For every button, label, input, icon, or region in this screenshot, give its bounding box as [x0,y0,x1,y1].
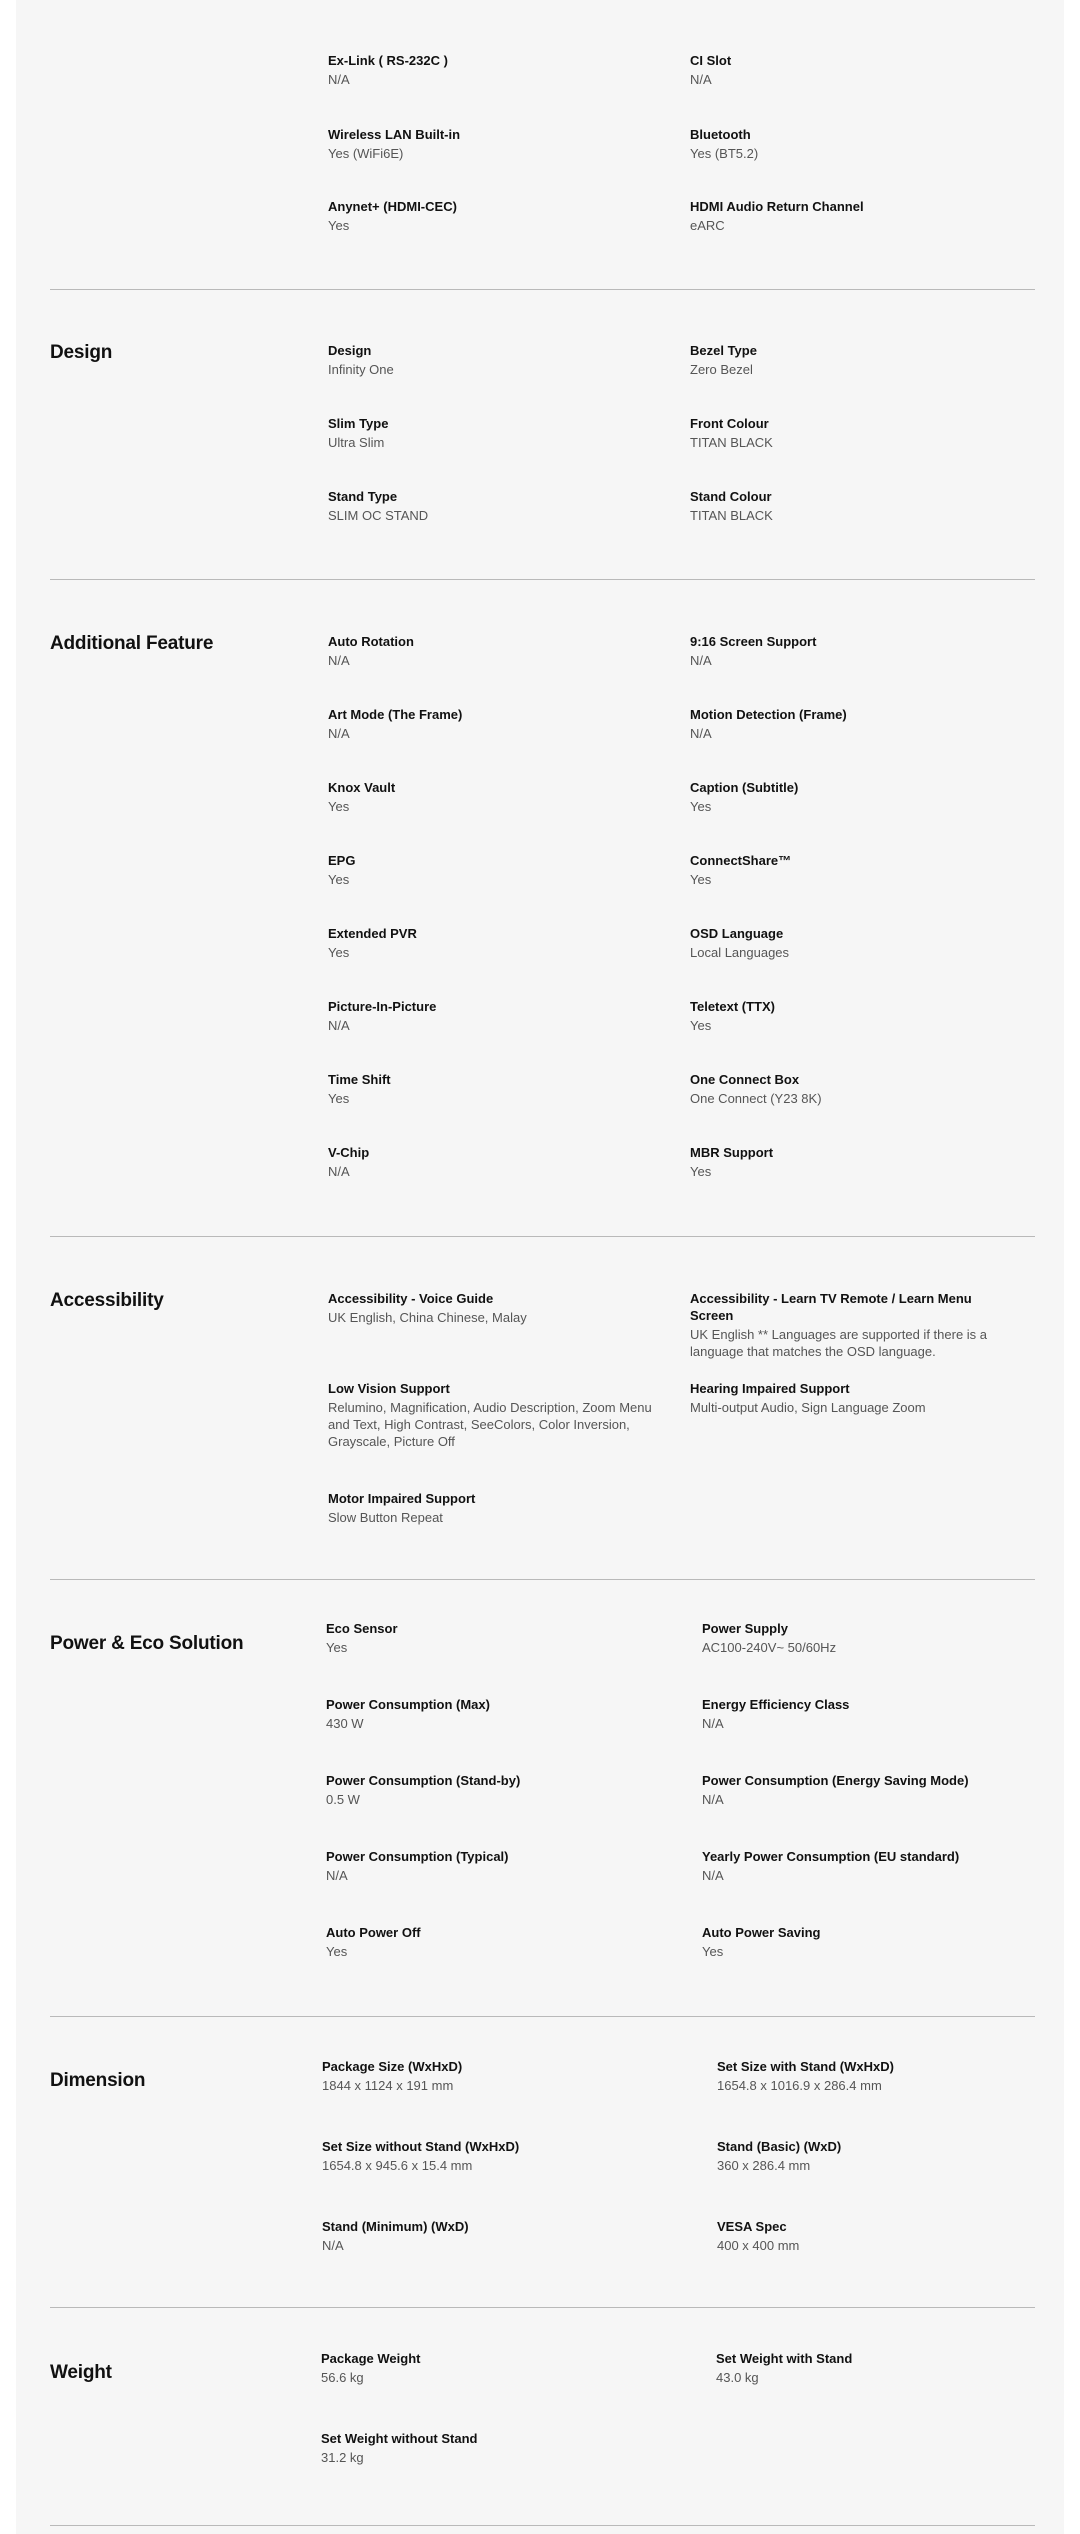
spec-voice-guide [328,1290,668,1326]
spec-value: Yes [690,799,712,814]
spec-value: SLIM OC STAND [328,508,429,523]
spec-ci-slot [690,52,1030,88]
spec-label: HDMI Audio Return Channel [690,199,864,214]
spec-design [328,342,668,378]
section-divider [50,1236,1035,1237]
spec-power-typical [326,1848,666,1884]
spec-label: Knox Vault [328,780,396,795]
spec-value: N/A [690,653,712,668]
spec-value: N/A [690,726,712,741]
spec-label: Motor Impaired Support [328,1491,476,1506]
spec-value: 0.5 W [326,1792,360,1807]
section-divider [50,2307,1035,2308]
spec-label: Auto Power Saving [702,1925,821,1940]
spec-label: Energy Efficiency Class [702,1697,850,1712]
spec-label: Accessibility - Voice Guide [328,1291,494,1306]
spec-label: Stand (Basic) (WxD) [717,2139,842,2154]
spec-auto-power-off [326,1924,666,1960]
spec-value: 31.2 kg [321,2450,364,2465]
spec-value: Yes [690,1164,712,1179]
spec-label: Set Size with Stand (WxHxD) [717,2059,894,2074]
section-title-dimension: Dimension [50,2070,146,2091]
spec-value: Yes [690,872,712,887]
section-divider [50,1579,1035,1580]
section-divider [50,2525,1035,2526]
section-title-design: Design [50,342,113,363]
spec-value: Infinity One [328,362,394,377]
spec-hdmi-arc [690,198,1030,234]
spec-value: Yes [328,799,350,814]
spec-value: N/A [328,726,350,741]
section-divider [50,289,1035,290]
spec-stand-type [328,488,668,524]
spec-yearly-power [702,1848,1042,1884]
spec-osd-language [690,925,1030,961]
spec-label: Motion Detection (Frame) [690,707,847,722]
spec-power-supply [702,1620,1042,1656]
spec-value: 360 x 286.4 mm [717,2158,811,2173]
spec-caption [690,779,1030,815]
spec-value: N/A [326,1868,348,1883]
spec-label: Hearing Impaired Support [690,1381,850,1396]
spec-auto-power-saving [702,1924,1042,1960]
spec-value: N/A [328,1164,350,1179]
spec-value: Yes [690,1018,712,1033]
spec-label: Power Consumption (Typical) [326,1849,509,1864]
spec-label: Slim Type [328,416,389,431]
spec-label: Eco Sensor [326,1621,398,1636]
spec-label: Art Mode (The Frame) [328,707,463,722]
spec-value: Local Languages [690,945,790,960]
spec-label: Design [328,343,372,358]
spec-bezel-type [690,342,1030,378]
spec-label: Set Size without Stand (WxHxD) [322,2139,520,2154]
spec-teletext [690,998,1030,1034]
spec-art-mode [328,706,668,742]
spec-label: One Connect Box [690,1072,800,1087]
spec-power-standby [326,1772,666,1808]
spec-hearing-impaired [690,1380,1030,1416]
spec-set-weight-with-stand [716,2350,1056,2386]
spec-label: Picture-In-Picture [328,999,437,1014]
spec-label: Auto Rotation [328,634,414,649]
spec-vesa [717,2218,1057,2254]
spec-label: VESA Spec [717,2219,787,2234]
spec-slim-type [328,415,668,451]
spec-knox-vault [328,779,668,815]
spec-label: Auto Power Off [326,1925,421,1940]
spec-stand-basic [717,2138,1057,2174]
spec-ex-link [328,52,668,88]
spec-value: Yes [328,218,350,233]
spec-value: N/A [702,1716,724,1731]
spec-value: Slow Button Repeat [328,1510,443,1525]
spec-value: TITAN BLACK [690,508,773,523]
spec-epg [328,852,668,888]
spec-page [16,0,1064,2534]
spec-label: Ex-Link ( RS-232C ) [328,53,448,68]
spec-label: Package Size (WxHxD) [322,2059,463,2074]
spec-label: Set Weight without Stand [321,2431,478,2446]
spec-label: Time Shift [328,1072,391,1087]
spec-label: Power Consumption (Stand-by) [326,1773,521,1788]
spec-value: Yes [328,1091,350,1106]
spec-one-connect-box [690,1071,1030,1107]
spec-value: Relumino, Magnification, Audio Description, Zoom Menu and Text, High Contrast, SeeColors, Color Inversion, Grayscale, Picture Off [328,1400,652,1449]
section-divider [50,579,1035,580]
spec-wireless-lan [328,126,668,162]
spec-auto-rotation [328,633,668,669]
spec-value: Yes [326,1944,348,1959]
spec-value: Yes (BT5.2) [690,146,759,161]
spec-value: Ultra Slim [328,435,385,450]
spec-label: Teletext (TTX) [690,999,775,1014]
spec-eco-sensor [326,1620,666,1656]
spec-extended-pvr [328,925,668,961]
spec-motor-impaired [328,1490,668,1526]
spec-value: UK English, China Chinese, Malay [328,1310,527,1325]
spec-value: 430 W [326,1716,364,1731]
spec-value: N/A [328,653,350,668]
spec-picture-in-picture [328,998,668,1034]
spec-label: V-Chip [328,1145,370,1160]
section-title-accessibility: Accessibility [50,1290,164,1311]
spec-value: 400 x 400 mm [717,2238,800,2253]
spec-front-colour [690,415,1030,451]
spec-label: Stand Type [328,489,398,504]
spec-label: Low Vision Support [328,1381,450,1396]
spec-label: Package Weight [321,2351,421,2366]
spec-package-weight [321,2350,661,2386]
spec-stand-minimum [322,2218,662,2254]
spec-v-chip [328,1144,668,1180]
spec-value: N/A [702,1792,724,1807]
spec-value: One Connect (Y23 8K) [690,1091,822,1106]
spec-label: Anynet+ (HDMI-CEC) [328,199,457,214]
spec-label: Caption (Subtitle) [690,780,799,795]
spec-set-size-with-stand [717,2058,1057,2094]
spec-value: 1844 x 1124 x 191 mm [322,2078,454,2093]
spec-label: 9:16 Screen Support [690,634,817,649]
spec-bluetooth [690,126,1030,162]
spec-label: Set Weight with Stand [716,2351,853,2366]
spec-value: N/A [328,1018,350,1033]
spec-label: Accessibility - Learn TV Remote / Learn Menu Screen [690,1291,972,1323]
spec-label: ConnectShare™ [690,853,792,868]
spec-anynet [328,198,668,234]
spec-label: Power Consumption (Max) [326,1697,490,1712]
spec-value: N/A [690,72,712,87]
spec-value: 1654.8 x 1016.9 x 286.4 mm [717,2078,882,2093]
spec-value: Multi-output Audio, Sign Language Zoom [690,1400,926,1415]
spec-value: N/A [322,2238,344,2253]
spec-label: EPG [328,853,356,868]
section-divider [50,2016,1035,2017]
spec-label: Stand Colour [690,489,772,504]
spec-power-saving-mode [702,1772,1042,1808]
spec-time-shift [328,1071,668,1107]
spec-set-weight-without-stand [321,2430,661,2466]
spec-label: Front Colour [690,416,769,431]
spec-label: Stand (Minimum) (WxD) [322,2219,469,2234]
spec-value: AC100-240V~ 50/60Hz [702,1640,837,1655]
spec-label: Power Consumption (Energy Saving Mode) [702,1773,969,1788]
spec-value: 43.0 kg [716,2370,759,2385]
spec-label: OSD Language [690,926,784,941]
spec-value: Yes [328,872,350,887]
spec-stand-colour [690,488,1030,524]
spec-motion-detection [690,706,1030,742]
spec-mbr-support [690,1144,1030,1180]
spec-package-size [322,2058,662,2094]
spec-value: Yes (WiFi6E) [328,146,404,161]
spec-value: N/A [328,72,350,87]
spec-label: Bluetooth [690,127,751,142]
spec-set-size-without-stand [322,2138,662,2174]
spec-energy-class [702,1696,1042,1732]
spec-power-max [326,1696,666,1732]
spec-value: Zero Bezel [690,362,753,377]
spec-label: Bezel Type [690,343,757,358]
spec-label: MBR Support [690,1145,774,1160]
spec-9-16-screen [690,633,1030,669]
spec-value: eARC [690,218,725,233]
spec-connectshare [690,852,1030,888]
spec-low-vision [328,1380,658,1450]
spec-label: Extended PVR [328,926,417,941]
spec-label: Yearly Power Consumption (EU standard) [702,1849,960,1864]
spec-value: Yes [326,1640,348,1655]
spec-value: Yes [328,945,350,960]
spec-value: 56.6 kg [321,2370,364,2385]
section-title-weight: Weight [50,2362,112,2383]
spec-value: N/A [702,1868,724,1883]
spec-label: CI Slot [690,53,732,68]
spec-value: TITAN BLACK [690,435,773,450]
spec-value: 1654.8 x 945.6 x 15.4 mm [322,2158,473,2173]
spec-value: Yes [702,1944,724,1959]
spec-learn-tv-remote [690,1290,1010,1360]
spec-label: Wireless LAN Built-in [328,127,461,142]
spec-label: Power Supply [702,1621,788,1636]
spec-value: UK English ** Languages are supported if there is a language that matches the OSD language. [690,1327,988,1359]
section-title-additional-feature: Additional Feature [50,633,214,654]
section-title-power-eco: Power & Eco Solution [50,1633,244,1654]
